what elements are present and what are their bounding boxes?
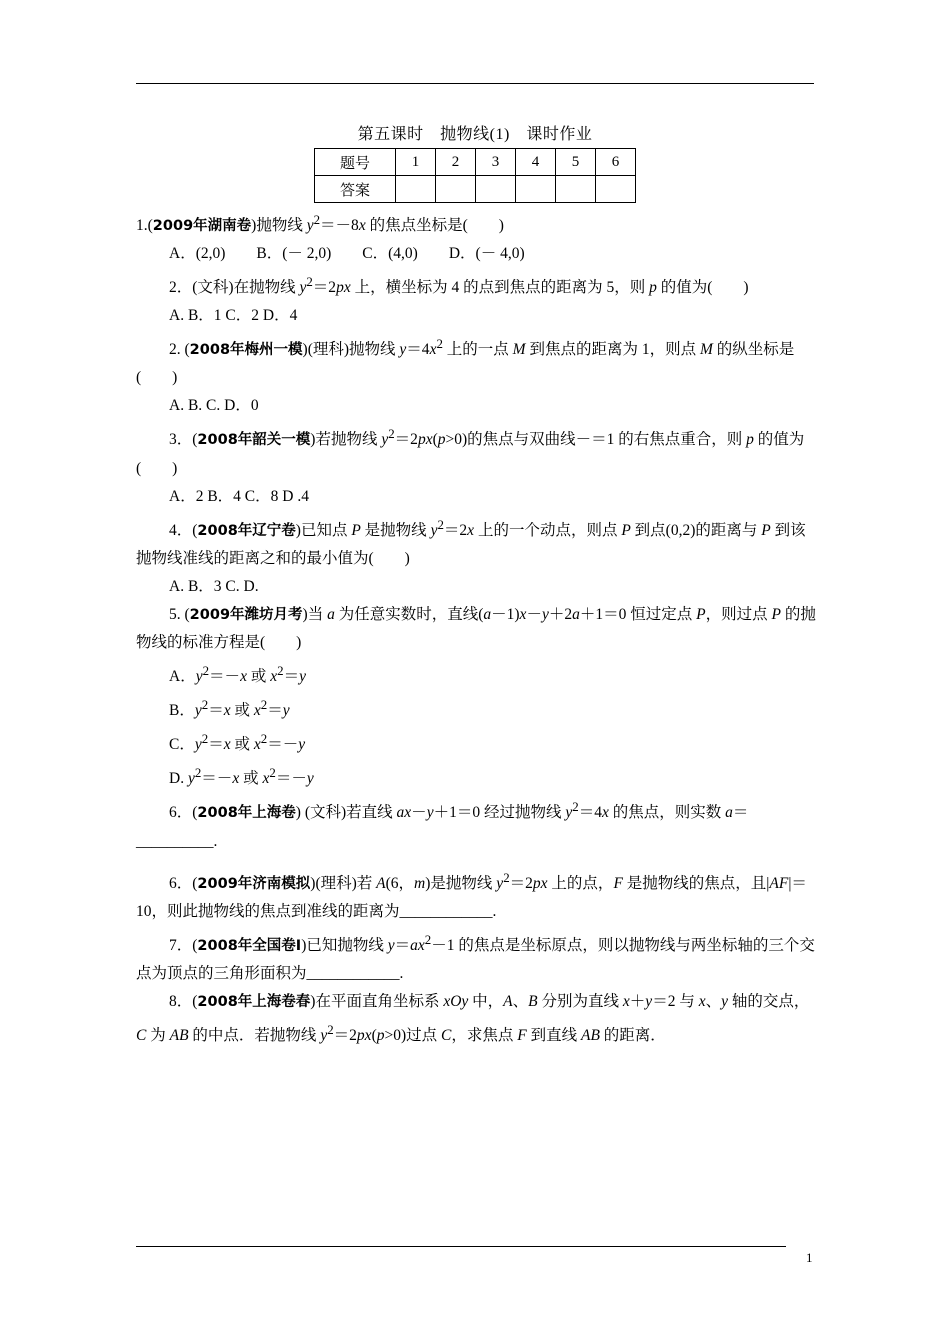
question-line-q6b: 6．(2009年济南模拟)(理科)若 A(6，m)是抛物线 $y^2=2px$ 上的点，F 是抛物线的焦点，且|AF|＝10，则此抛物线的焦点到准线的距离为____________. (136, 869, 807, 920)
question-line-q4a: 4．(2008年辽宁卷)已知点 P 是抛物线 $y^2=2x$ 上的一个动点，则点 P 到点(0,2)的距离与 P 到该抛物线准线的距离之和的最小值为( ) (136, 516, 806, 567)
row-label-number: 题号 (315, 149, 396, 176)
question-line-q2d: A. B. C. D．0 (169, 397, 259, 415)
question-line-q2b: A. B．1 C．2 D．4 (169, 307, 298, 325)
page-number: 1 (806, 1250, 813, 1265)
answer-table-answer-row (315, 176, 636, 203)
row-label-answer: 答案 (315, 176, 396, 203)
question-number-cell: 3 (476, 149, 516, 176)
title-type: 课时作业 (526, 126, 593, 143)
answer-cell[interactable] (556, 176, 596, 203)
question-line-q5d: C．$y^2=x$ 或 $x^2=-y$ (169, 731, 306, 754)
question-line-q7: 7．(2008年全国卷Ⅰ)已知抛物线 $y=ax^2-1$ 的焦点是坐标原点，则以抛物线与两坐标轴的三个交点为顶点的三角形面积为____________. (136, 931, 815, 982)
title-topic: 抛物线(1) (440, 126, 510, 143)
question-line-q2c: 2. (2008年梅州一模)(理科)抛物线 $y=4x^2$ 上的一点 M 到焦点的距离为 1，则点 M 的纵坐标是( ) (136, 336, 795, 387)
answer-cell[interactable] (476, 176, 516, 203)
answer-cell[interactable] (436, 176, 476, 203)
question-line-q5a: 5. (2009年潍坊月考)当 a 为任意实数时，直线(a－1)x－y＋2a＋1＝0 恒过定点 P，则过点 P 的抛物线的标准方程是( ) (136, 605, 816, 651)
question-line-q3a: 3．(2008年韶关一模)若抛物线 $y^2=2px(p>0)$的焦点与双曲线－＝1 的右焦点重合，则 p 的值为( ) (136, 426, 805, 477)
question-line-q5b: A．$y^2=-x$ 或 $x^2=y$ (169, 662, 306, 685)
answer-cell[interactable] (516, 176, 556, 203)
answer-cell[interactable] (396, 176, 436, 203)
question-line-q1b: A．(2,0) B．(－ 2,0) C．(4,0) D．(－ 4,0) (169, 245, 525, 263)
question-number-cell: 1 (396, 149, 436, 176)
question-line-q4b: A. B．3 C. D. (169, 577, 259, 595)
question-line-q3b: A．2 B．4 C．8 D .4 (169, 487, 309, 505)
question-line-q2a: 2．(文科)在抛物线 $y^2=2px$ 上，横坐标为 4 的点到焦点的距离为 5，则 p 的值为( ) (169, 274, 749, 297)
question-line-q6a: 6．(2008年上海卷) (文科)若直线 ax－y＋1＝0 经过抛物线 $y^2=4x$ 的焦点，则实数 a＝__________. (136, 799, 749, 850)
answer-cell[interactable] (596, 176, 636, 203)
question-list (136, 206, 816, 1050)
question-number-cell: 2 (436, 149, 476, 176)
question-number-cell: 4 (516, 149, 556, 176)
answer-table (314, 148, 636, 203)
footer-rule (136, 1246, 786, 1247)
question-line-q5e: D. $y^2=-x$ 或 $x^2=-y$ (169, 765, 314, 788)
header-rule (136, 83, 814, 84)
question-line-q8: 8．(2008年上海卷春)在平面直角坐标系 xOy 中，A、B 分别为直线 x＋y＝2 与 x、y 轴的交点，C 为 AB 的中点．若抛物线 $y^2=2px(p>0)$过点 C，求焦点 F 到直线 AB 的距离． (136, 992, 810, 1045)
question-number-cell: 6 (596, 149, 636, 176)
question-number-cell: 5 (556, 149, 596, 176)
title-lesson: 第五课时 (357, 126, 424, 143)
page-title (0, 121, 950, 144)
question-line-q1a: 1.(2009年湖南卷)抛物线 $y^2=-8x$ 的焦点坐标是( ) (136, 212, 504, 235)
answer-table-header-row (315, 149, 636, 176)
question-line-q5c: B．$y^2=x$ 或 $x^2=y$ (169, 696, 290, 720)
